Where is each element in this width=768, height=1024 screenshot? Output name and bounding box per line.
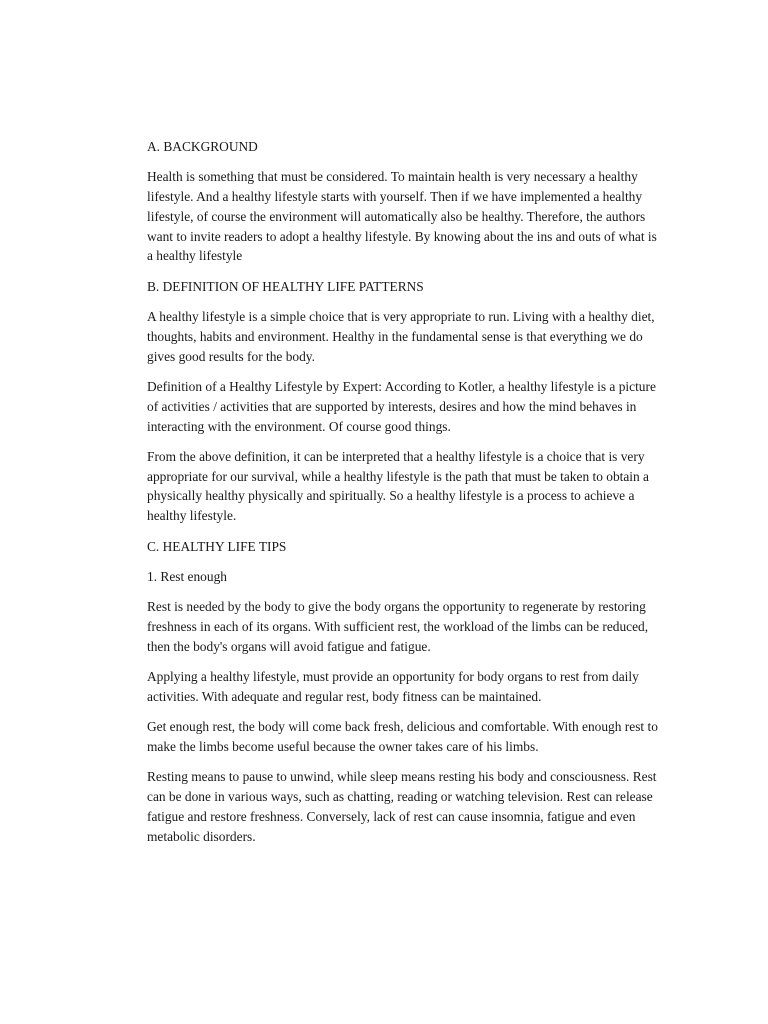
paragraph: A healthy lifestyle is a simple choice that is very appropriate to run. Living with a healthy diet, thoughts, habits and environment. Healthy in the fundamental sense is that everything we do gives good results for the body. — [147, 309, 655, 364]
paragraph: Health is something that must be considered. To maintain health is very necessary a healthy lifestyle. And a healthy lifestyle starts with yourself. Then if we have implemented a healthy lifestyle, of course the environment will automatically also be healthy. Therefore, the authors want to invite readers to adopt a healthy lifestyle. By knowing about the ins and outs of what is a healthy lifestyle — [147, 169, 657, 264]
paragraph: From the above definition, it can be interpreted that a healthy lifestyle is a choice that is very appropriate for our survival, while a healthy lifestyle is the path that must be taken to obtain a physically healthy physically and spiritually. So a healthy lifestyle is a process to achieve a healthy lifestyle. — [147, 448, 650, 524]
document-body — [147, 137, 659, 857]
paragraph: Applying a healthy lifestyle, must provide an opportunity for body organs to rest from daily activities. With adequate and regular rest, body fitness can be maintained. — [147, 669, 639, 704]
paragraph: Definition of a Healthy Lifestyle by Expert: According to Kotler, a healthy lifestyle is a picture of activities / activities that are supported by interests, desires and how the mind behaves in interacting with the environment. Of course good things. — [147, 378, 656, 434]
paragraph: Get enough rest, the body will come back fresh, delicious and comfortable. With enough rest to make the limbs become useful because the owner takes care of his limbs. — [147, 719, 658, 754]
paragraph: Resting means to pause to unwind, while sleep means resting his body and consciousness. Rest can be done in various ways, such as chatting, reading or watching television. Rest can release fatigue and restore freshness. Conversely, lack of rest can cause insomnia, fatigue and even metabolic disorders. — [147, 769, 657, 844]
paragraph: Rest is needed by the body to give the body organs the opportunity to regenerate by restoring freshness in each of its organs. With sufficient rest, the workload of the limbs can be reduced, then the body's organs will avoid fatigue and fatigue. — [147, 599, 649, 654]
section-heading-definition: B. DEFINITION OF HEALTHY LIFE PATTERNS — [147, 278, 424, 294]
subsection-heading-rest-enough: 1. Rest enough — [147, 568, 227, 584]
section-heading-tips: C. HEALTHY LIFE TIPS — [147, 538, 287, 554]
section-heading-background: A. BACKGROUND — [147, 139, 258, 154]
